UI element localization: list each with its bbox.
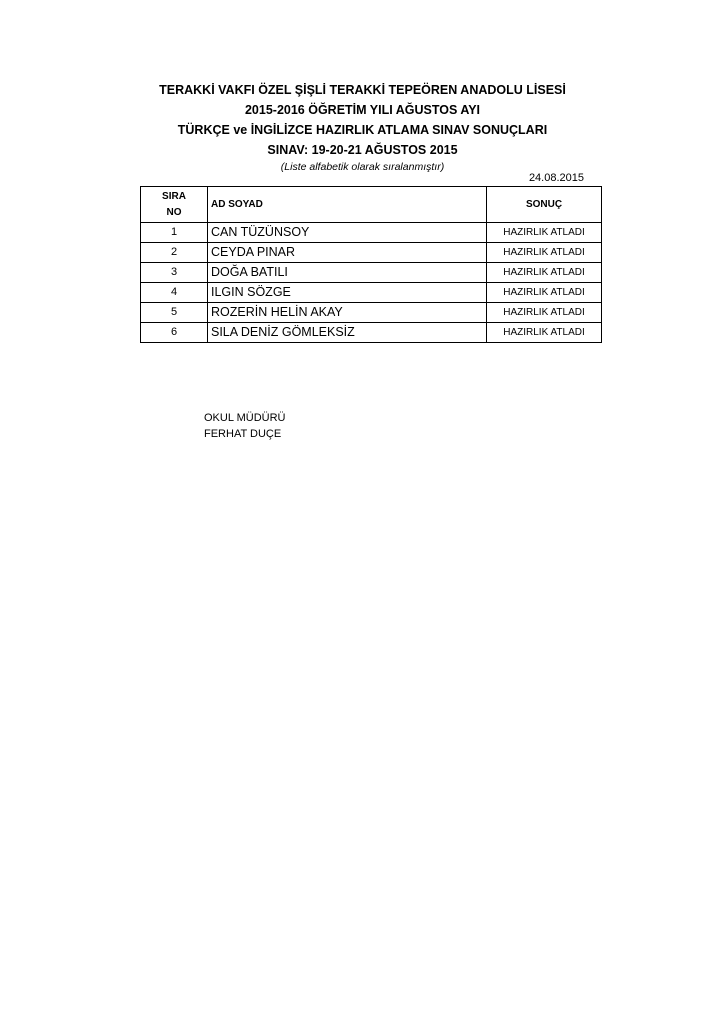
table-row: [141, 323, 602, 343]
student-name: DOĞA BATILI: [208, 263, 487, 283]
column-header-name: AD SOYAD: [208, 187, 487, 223]
column-header-no: [141, 187, 208, 223]
school-name: TERAKKİ VAKFI ÖZEL ŞİŞLİ TERAKKİ TEPEÖREN ANADOLU LİSESİ: [159, 83, 566, 97]
table-header-row: [141, 187, 602, 223]
signature-title: OKUL MÜDÜRÜ: [204, 412, 286, 424]
document-date: 24.08.2015: [528, 172, 584, 184]
exam-dates: SINAV: 19-20-21 AĞUSTOS 2015: [267, 143, 458, 157]
exam-result: HAZIRLIK ATLADI: [487, 243, 602, 263]
row-number: 1: [141, 223, 208, 243]
results-table: [140, 186, 602, 343]
student-name: CEYDA PINAR: [208, 243, 487, 263]
academic-year: 2015-2016 ÖĞRETİM YILI AĞUSTOS AYI: [244, 103, 481, 117]
signature-name: FERHAT DUÇE: [204, 428, 282, 440]
exam-title: TÜRKÇE ve İNGİLİZCE HAZIRLIK ATLAMA SINAV SONUÇLARI: [177, 123, 548, 137]
exam-result: HAZIRLIK ATLADI: [487, 223, 602, 243]
column-header-no-line2: NO: [166, 206, 182, 218]
table-row: [141, 223, 602, 243]
student-name: ILGIN SÖZGE: [208, 283, 487, 303]
exam-result: HAZIRLIK ATLADI: [487, 303, 602, 323]
row-number: 6: [141, 323, 208, 343]
exam-result: HAZIRLIK ATLADI: [487, 263, 602, 283]
row-number: 5: [141, 303, 208, 323]
row-number: 2: [141, 243, 208, 263]
student-name: CAN TÜZÜNSOY: [208, 223, 487, 243]
student-name: ROZERİN HELİN AKAY: [208, 303, 487, 323]
exam-result: HAZIRLIK ATLADI: [487, 283, 602, 303]
table-row: [141, 283, 602, 303]
table-row: [141, 263, 602, 283]
column-header-result: SONUÇ: [487, 187, 602, 223]
row-number: 3: [141, 263, 208, 283]
student-name: SILA DENİZ GÖMLEKSİZ: [208, 323, 487, 343]
column-header-no-line1: SIRA: [162, 190, 186, 202]
table-row: [141, 243, 602, 263]
ordering-note: (Liste alfabetik olarak sıralanmıştır): [280, 161, 445, 173]
table-row: [141, 303, 602, 323]
row-number: 4: [141, 283, 208, 303]
document-header: [0, 80, 725, 174]
signature-block: [204, 410, 286, 442]
exam-result: HAZIRLIK ATLADI: [487, 323, 602, 343]
